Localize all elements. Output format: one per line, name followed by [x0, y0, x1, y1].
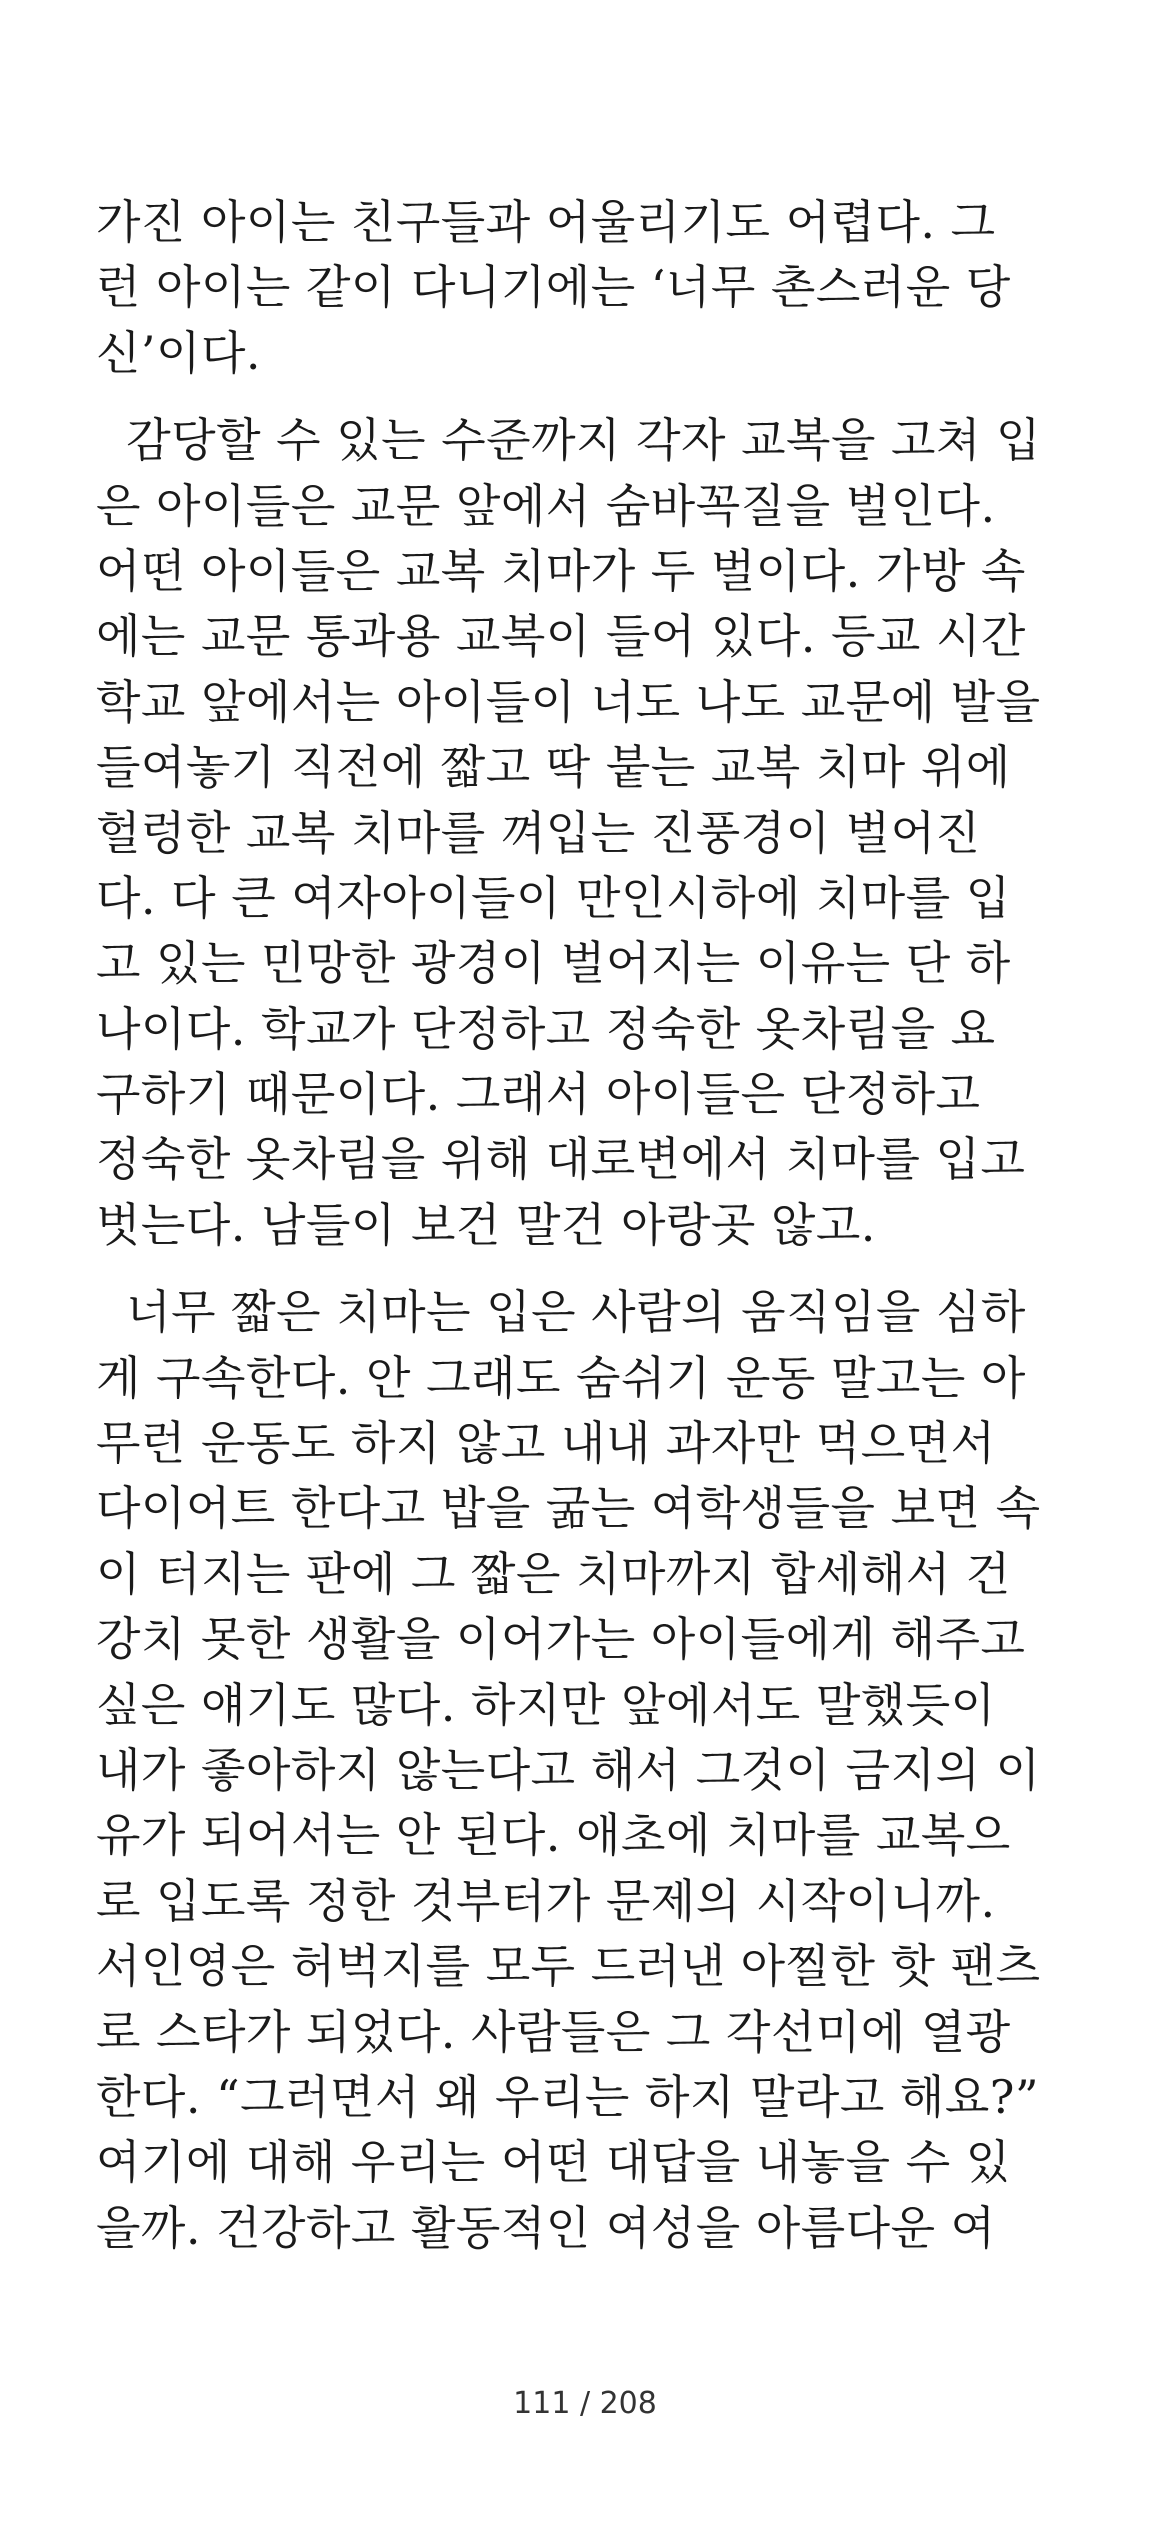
paragraph-2 [96, 408, 1086, 1258]
text-line: 유가 되어서는 안 된다. 애초에 치마를 교복으 [96, 1808, 1011, 1863]
text-line: 신’이다. [96, 325, 262, 380]
text-line: 런 아이는 같이 다니기에는 ‘너무 촌스러운 당 [96, 260, 1011, 315]
text-line: 강치 못한 생활을 이어가는 아이들에게 해주고 [96, 1612, 1026, 1667]
paragraph-1 [96, 190, 1086, 386]
text-line: 무런 운동도 하지 않고 내내 과자만 먹으면서 [96, 1416, 996, 1471]
text-line: 헐렁한 교복 치마를 껴입는 진풍경이 벌어진 [96, 805, 981, 860]
paragraph-3 [96, 1280, 1086, 2261]
text-line: 내가 좋아하지 않는다고 해서 그것이 금지의 이 [96, 1742, 1041, 1797]
text-line: 정숙한 옷차림을 위해 대로변에서 치마를 입고 [96, 1132, 1026, 1187]
text-line: 나이다. 학교가 단정하고 정숙한 옷차림을 요 [96, 1001, 996, 1056]
text-line: 로 스타가 되었다. 사람들은 그 각선미에 열광 [96, 2004, 1011, 2059]
text-line: 싶은 얘기도 많다. 하지만 앞에서도 말했듯이 [96, 1677, 996, 1732]
text-line: 다이어트 한다고 밥을 굶는 여학생들을 보면 속 [96, 1481, 1041, 1536]
text-line: 가진 아이는 친구들과 어울리기도 어렵다. 그 [96, 195, 996, 249]
text-line: 이 터지는 판에 그 짧은 치마까지 합세해서 건 [96, 1546, 1011, 1601]
text-line: 에는 교문 통과용 교복이 들어 있다. 등교 시간 [96, 609, 1026, 664]
text-line: 을까. 건강하고 활동적인 여성을 아름다운 여 [96, 2200, 996, 2255]
text-line: 감당할 수 있는 수준까지 각자 교복을 고쳐 입 [96, 413, 1041, 468]
text-line: 한다. “그러면서 왜 우리는 하지 말라고 해요?” [96, 2069, 1039, 2124]
text-line: 여기에 대해 우리는 어떤 대답을 내놓을 수 있 [96, 2135, 1011, 2190]
text-line: 게 구속한다. 안 그래도 숨쉬기 운동 말고는 아 [96, 1350, 1026, 1405]
text-line: 벗는다. 남들이 보건 말건 아랑곳 않고. [96, 1197, 876, 1252]
text-line: 구하기 때문이다. 그래서 아이들은 단정하고 [96, 1067, 981, 1122]
text-line: 다. 다 큰 여자아이들이 만인시하에 치마를 입 [96, 870, 1011, 925]
text-line: 서인영은 허벅지를 모두 드러낸 아찔한 핫 팬츠 [96, 1939, 1041, 1994]
page-number-indicator: 111 / 208 [513, 2386, 657, 2421]
book-text-body [96, 190, 1086, 2261]
text-line: 너무 짧은 치마는 입은 사람의 움직임을 심하 [96, 1285, 1026, 1340]
text-line: 은 아이들은 교문 앞에서 숨바꼭질을 벌인다. [96, 478, 996, 533]
text-line: 학교 앞에서는 아이들이 너도 나도 교문에 발을 [96, 674, 1041, 729]
text-line: 고 있는 민망한 광경이 벌어지는 이유는 단 하 [96, 936, 1011, 991]
text-line: 로 입도록 정한 것부터가 문제의 시작이니까. [96, 1873, 996, 1928]
text-line: 들여놓기 직전에 짧고 딱 붙는 교복 치마 위에 [96, 740, 1011, 795]
text-line: 어떤 아이들은 교복 치마가 두 벌이다. 가방 속 [96, 543, 1026, 598]
